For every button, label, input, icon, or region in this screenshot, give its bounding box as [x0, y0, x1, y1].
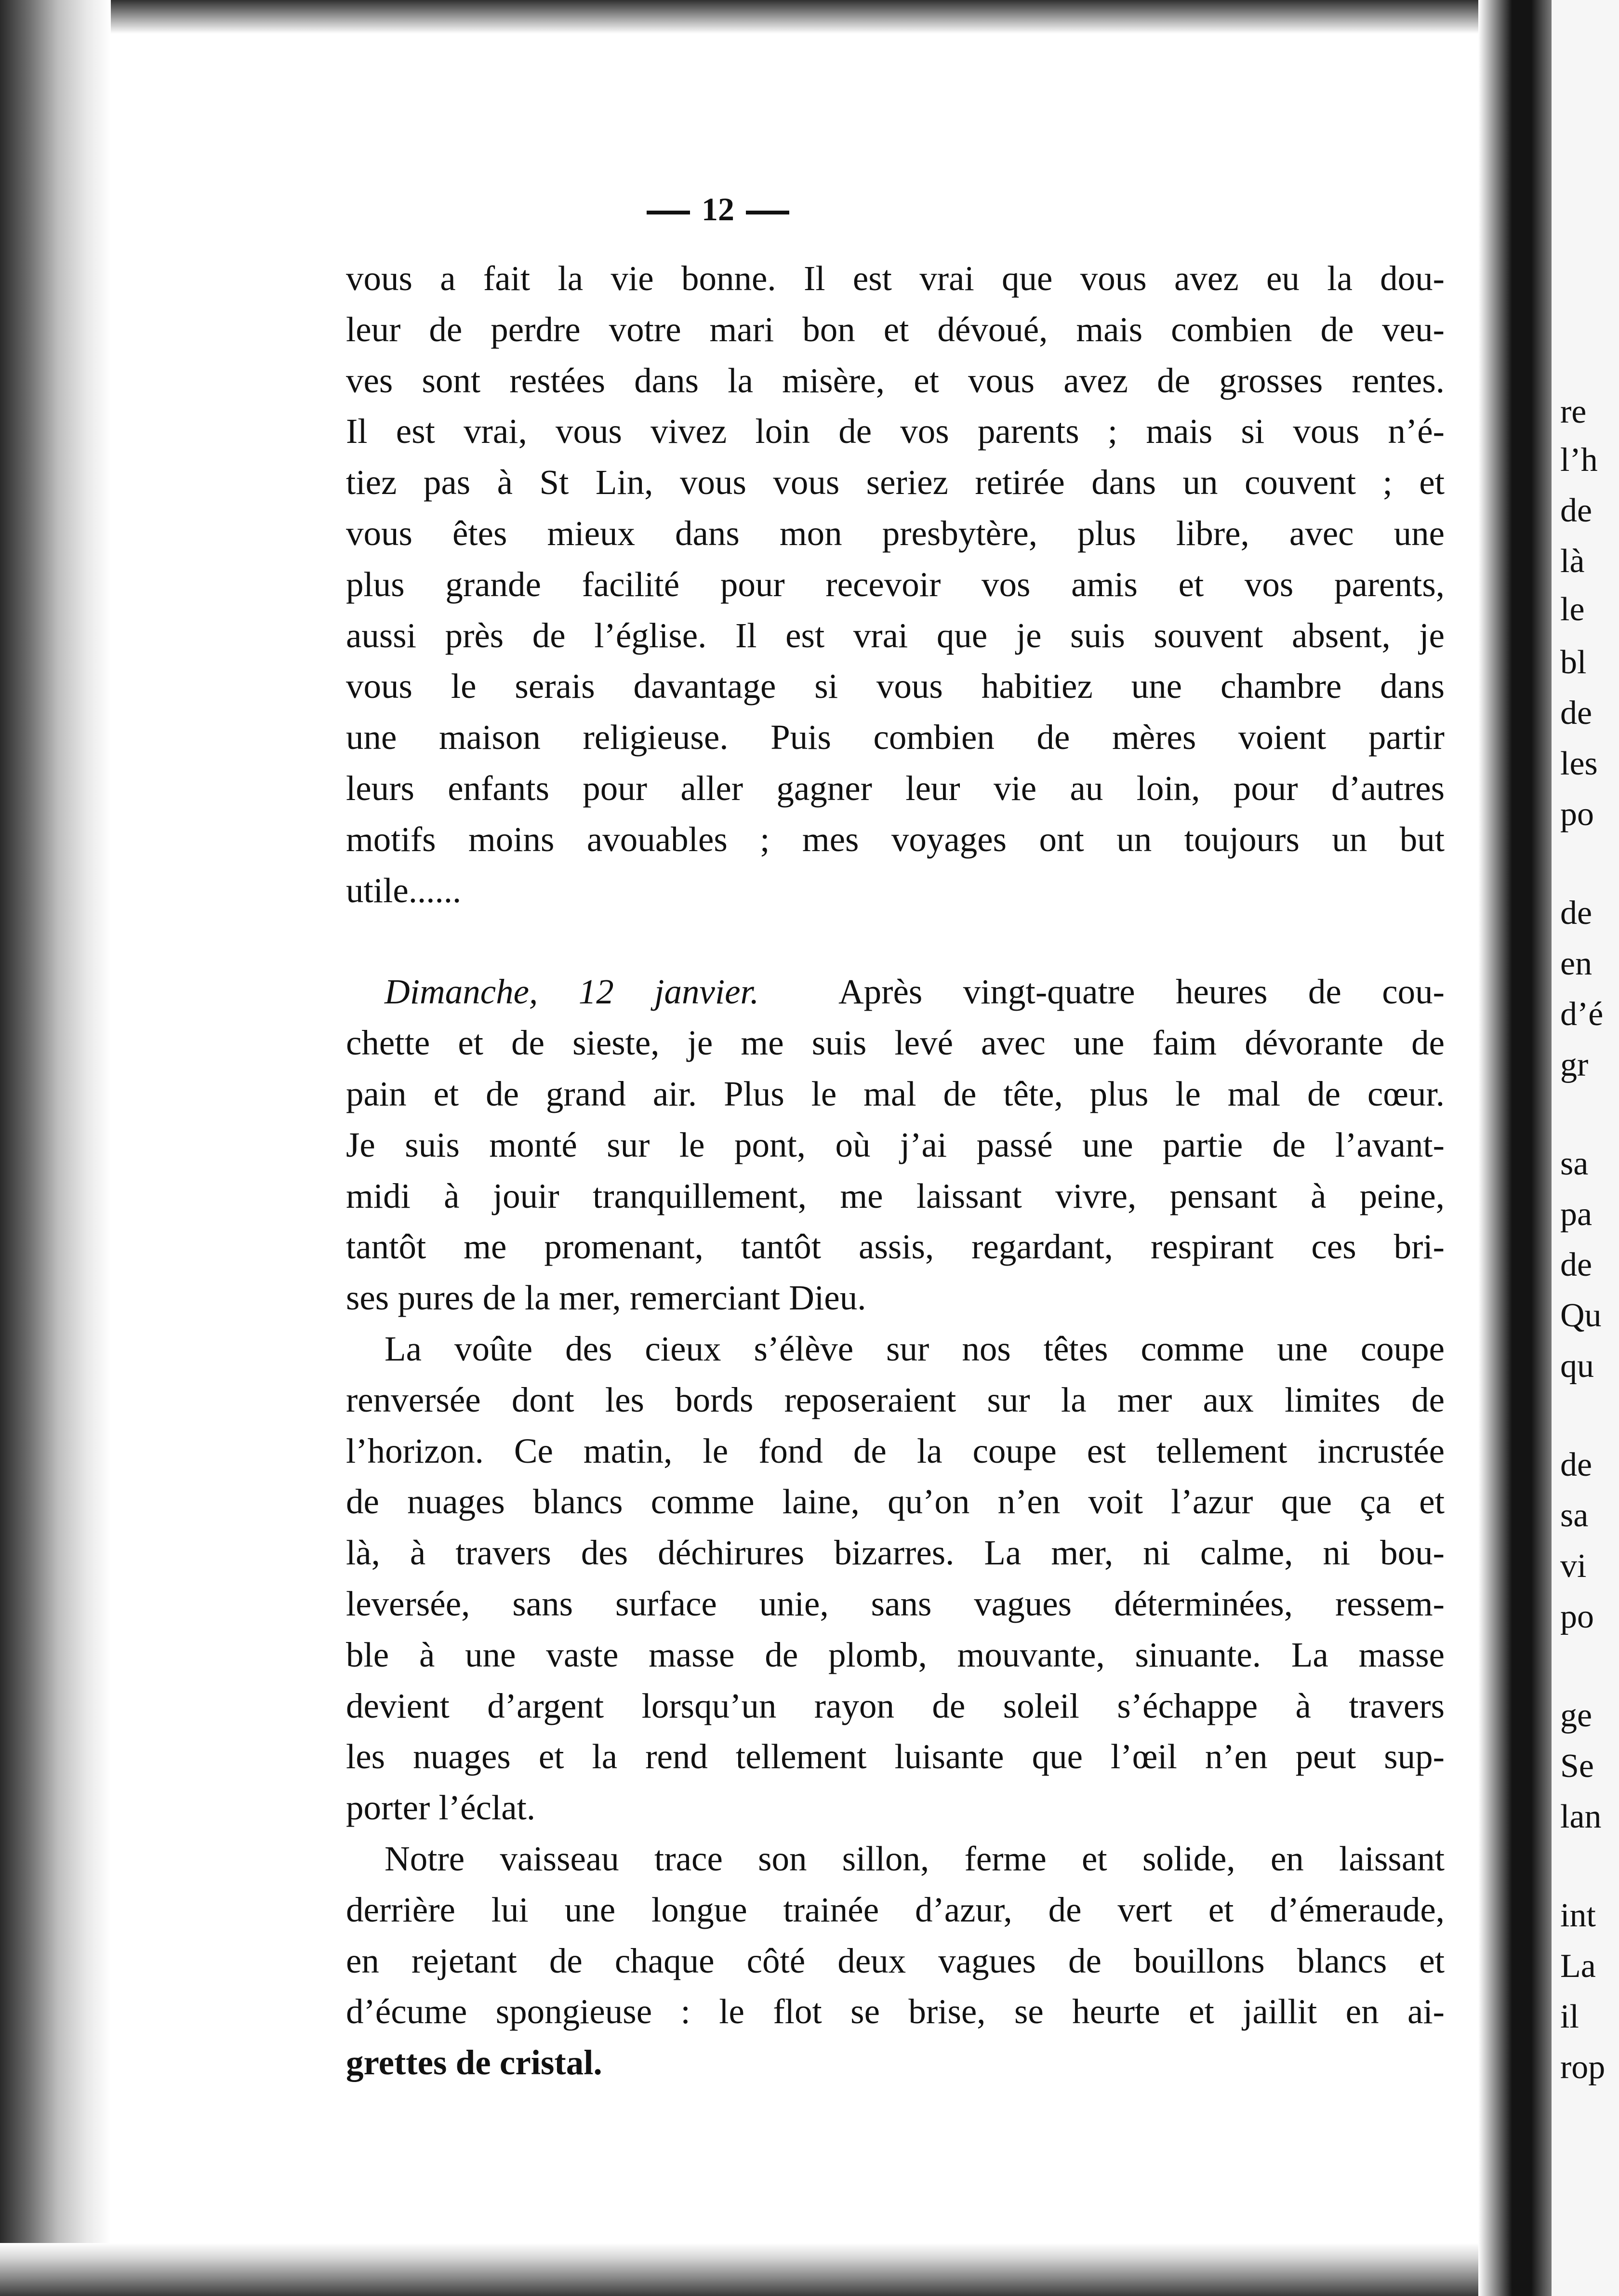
text-line: vous êtes mieux dans mon presbytère, plus libre, avec une	[346, 513, 1445, 553]
facing-page-text: le	[1560, 591, 1585, 628]
facing-page-text: ge	[1560, 1697, 1592, 1734]
text-line: Notre vaisseau trace son sillon, ferme et solide, en laissant	[385, 1839, 1445, 1878]
text-line: Il est vrai, vous vivez loin de vos parents ; mais si vous n’é-	[346, 412, 1445, 451]
paragraph-4	[346, 1833, 1445, 2088]
text-line: grettes de cristal.	[346, 2043, 602, 2082]
text-line: leur de perdre votre mari bon et dévoué, mais combien de veu-	[346, 309, 1445, 349]
text-line: pain et de grand air. Plus le mal de tête, plus le mal de cœur.	[346, 1074, 1445, 1113]
facing-page-text: de	[1560, 694, 1592, 732]
text-line: ses pures de la mer, remerciant Dieu.	[346, 1278, 866, 1318]
facing-page-text: re	[1560, 393, 1587, 430]
facing-page-text: qu	[1560, 1348, 1594, 1385]
paragraph-1	[346, 253, 1445, 916]
facing-page-text: vi	[1560, 1548, 1587, 1585]
facing-page-text: lan	[1560, 1798, 1602, 1835]
facing-page-text: Se	[1560, 1748, 1594, 1785]
facing-page-text: sa	[1560, 1497, 1589, 1534]
scan-left-edge	[0, 0, 111, 2296]
text-line: l’horizon. Ce matin, le fond de la coupe est tellement incrustée	[346, 1431, 1445, 1470]
text-line: les nuages et la rend tellement luisante que l’œil n’en peut sup-	[346, 1737, 1445, 1776]
facing-page-text: pa	[1560, 1196, 1592, 1233]
diary-date: Dimanche, 12 janvier.	[385, 972, 759, 1012]
facing-page-text: l’h	[1560, 441, 1598, 479]
facing-page-text: La	[1560, 1948, 1596, 1985]
text-line: utile......	[346, 870, 462, 910]
text-line: Je suis monté sur le pont, où j’ai passé une partie de l’avant-	[346, 1125, 1445, 1164]
text-line: une maison religieuse. Puis combien de mères voient partir	[346, 718, 1445, 757]
facing-page-text: de	[1560, 894, 1592, 932]
text-line: chette et de sieste, je me suis levé avec une faim dévorante de	[346, 1023, 1445, 1063]
facing-page-text: bl	[1560, 644, 1587, 681]
text-line: de nuages blancs comme laine, qu’on n’en voit l’azur que ça et	[346, 1482, 1445, 1522]
facing-page-text: gr	[1560, 1046, 1589, 1083]
text-line: porter l’éclat.	[346, 1788, 536, 1828]
text-line: vous a fait la vie bonne. Il est vrai que vous avez eu la dou-	[346, 259, 1445, 298]
text-line: tantôt me promenant, tantôt assis, regardant, respirant ces bri-	[346, 1227, 1445, 1267]
text-line	[346, 966, 1445, 1017]
body-text	[346, 253, 1445, 2088]
facing-page-fragment	[1552, 0, 1619, 2296]
facing-page-text: en	[1560, 945, 1592, 982]
paragraph-2	[346, 966, 1445, 1323]
text-line: derrière lui une longue trainée d’azur, de vert et d’émeraude,	[346, 1890, 1445, 1929]
page-number-dash-left	[647, 211, 690, 214]
page-number-value: 12	[702, 191, 734, 227]
text-line: aussi près de l’église. Il est vrai que je suis souvent absent, je	[346, 615, 1445, 655]
facing-page-text: po	[1560, 1598, 1594, 1635]
text-line: renversée dont les bords reposeraient sur la mer aux limites de	[346, 1380, 1445, 1419]
text-line: plus grande facilité pour recevoir vos amis et vos parents,	[346, 564, 1445, 604]
scan-top-edge	[0, 0, 1619, 34]
text-line: tiez pas à St Lin, vous vous seriez retirée dans un couvent ; et	[346, 463, 1445, 502]
facing-page-text: là	[1560, 543, 1585, 580]
page-number-dash-right	[746, 211, 789, 214]
facing-page-text: de	[1560, 1246, 1592, 1283]
text-line: devient d’argent lorsqu’un rayon de soleil s’échappe à travers	[346, 1686, 1445, 1725]
text-line: ves sont restées dans la misère, et vous avez de grosses rentes.	[346, 360, 1445, 400]
text-line: midi à jouir tranquillement, me laissant vivre, pensant à peine,	[346, 1176, 1445, 1215]
facing-page-text: po	[1560, 796, 1594, 833]
facing-page-text: d’é	[1560, 996, 1604, 1033]
facing-page-text: les	[1560, 745, 1598, 782]
text-line: motifs moins avouables ; mes voyages ont un toujours un but	[346, 819, 1445, 859]
text-line: ble à une vaste masse de plomb, mouvante, sinuante. La masse	[346, 1635, 1445, 1674]
facing-page-text: rop	[1560, 2049, 1606, 2086]
facing-page-text: int	[1560, 1897, 1596, 1934]
paragraph-spacer	[346, 916, 1445, 966]
text-line: leversée, sans surface unie, sans vagues déterminées, ressem-	[346, 1584, 1445, 1623]
book-gutter	[1478, 0, 1552, 2296]
text-line: d’écume spongieuse : le flot se brise, se heurte et jaillit en ai-	[346, 1992, 1445, 2031]
text-line: là, à travers des déchirures bizarres. La mer, ni calme, ni bou-	[346, 1533, 1445, 1573]
text-line: en rejetant de chaque côté deux vagues de bouillons blancs et	[346, 1941, 1445, 1980]
text-line: leurs enfants pour aller gagner leur vie au loin, pour d’autres	[346, 768, 1445, 808]
facing-page-text: Qu	[1560, 1297, 1602, 1334]
text-line-rest: Après vingt-quatre heures de cou-	[838, 972, 1445, 1012]
scan-bottom-edge	[0, 2243, 1619, 2296]
facing-page-text: de	[1560, 492, 1592, 529]
facing-page-text: de	[1560, 1446, 1592, 1483]
facing-page-text: il	[1560, 1998, 1579, 2035]
page-number	[0, 190, 1099, 228]
facing-page-text: sa	[1560, 1145, 1589, 1182]
text-line: vous le serais davantage si vous habitiez une chambre dans	[346, 667, 1445, 706]
text-line: La voûte des cieux s’élève sur nos têtes comme une coupe	[385, 1329, 1445, 1368]
paragraph-3	[346, 1323, 1445, 1833]
